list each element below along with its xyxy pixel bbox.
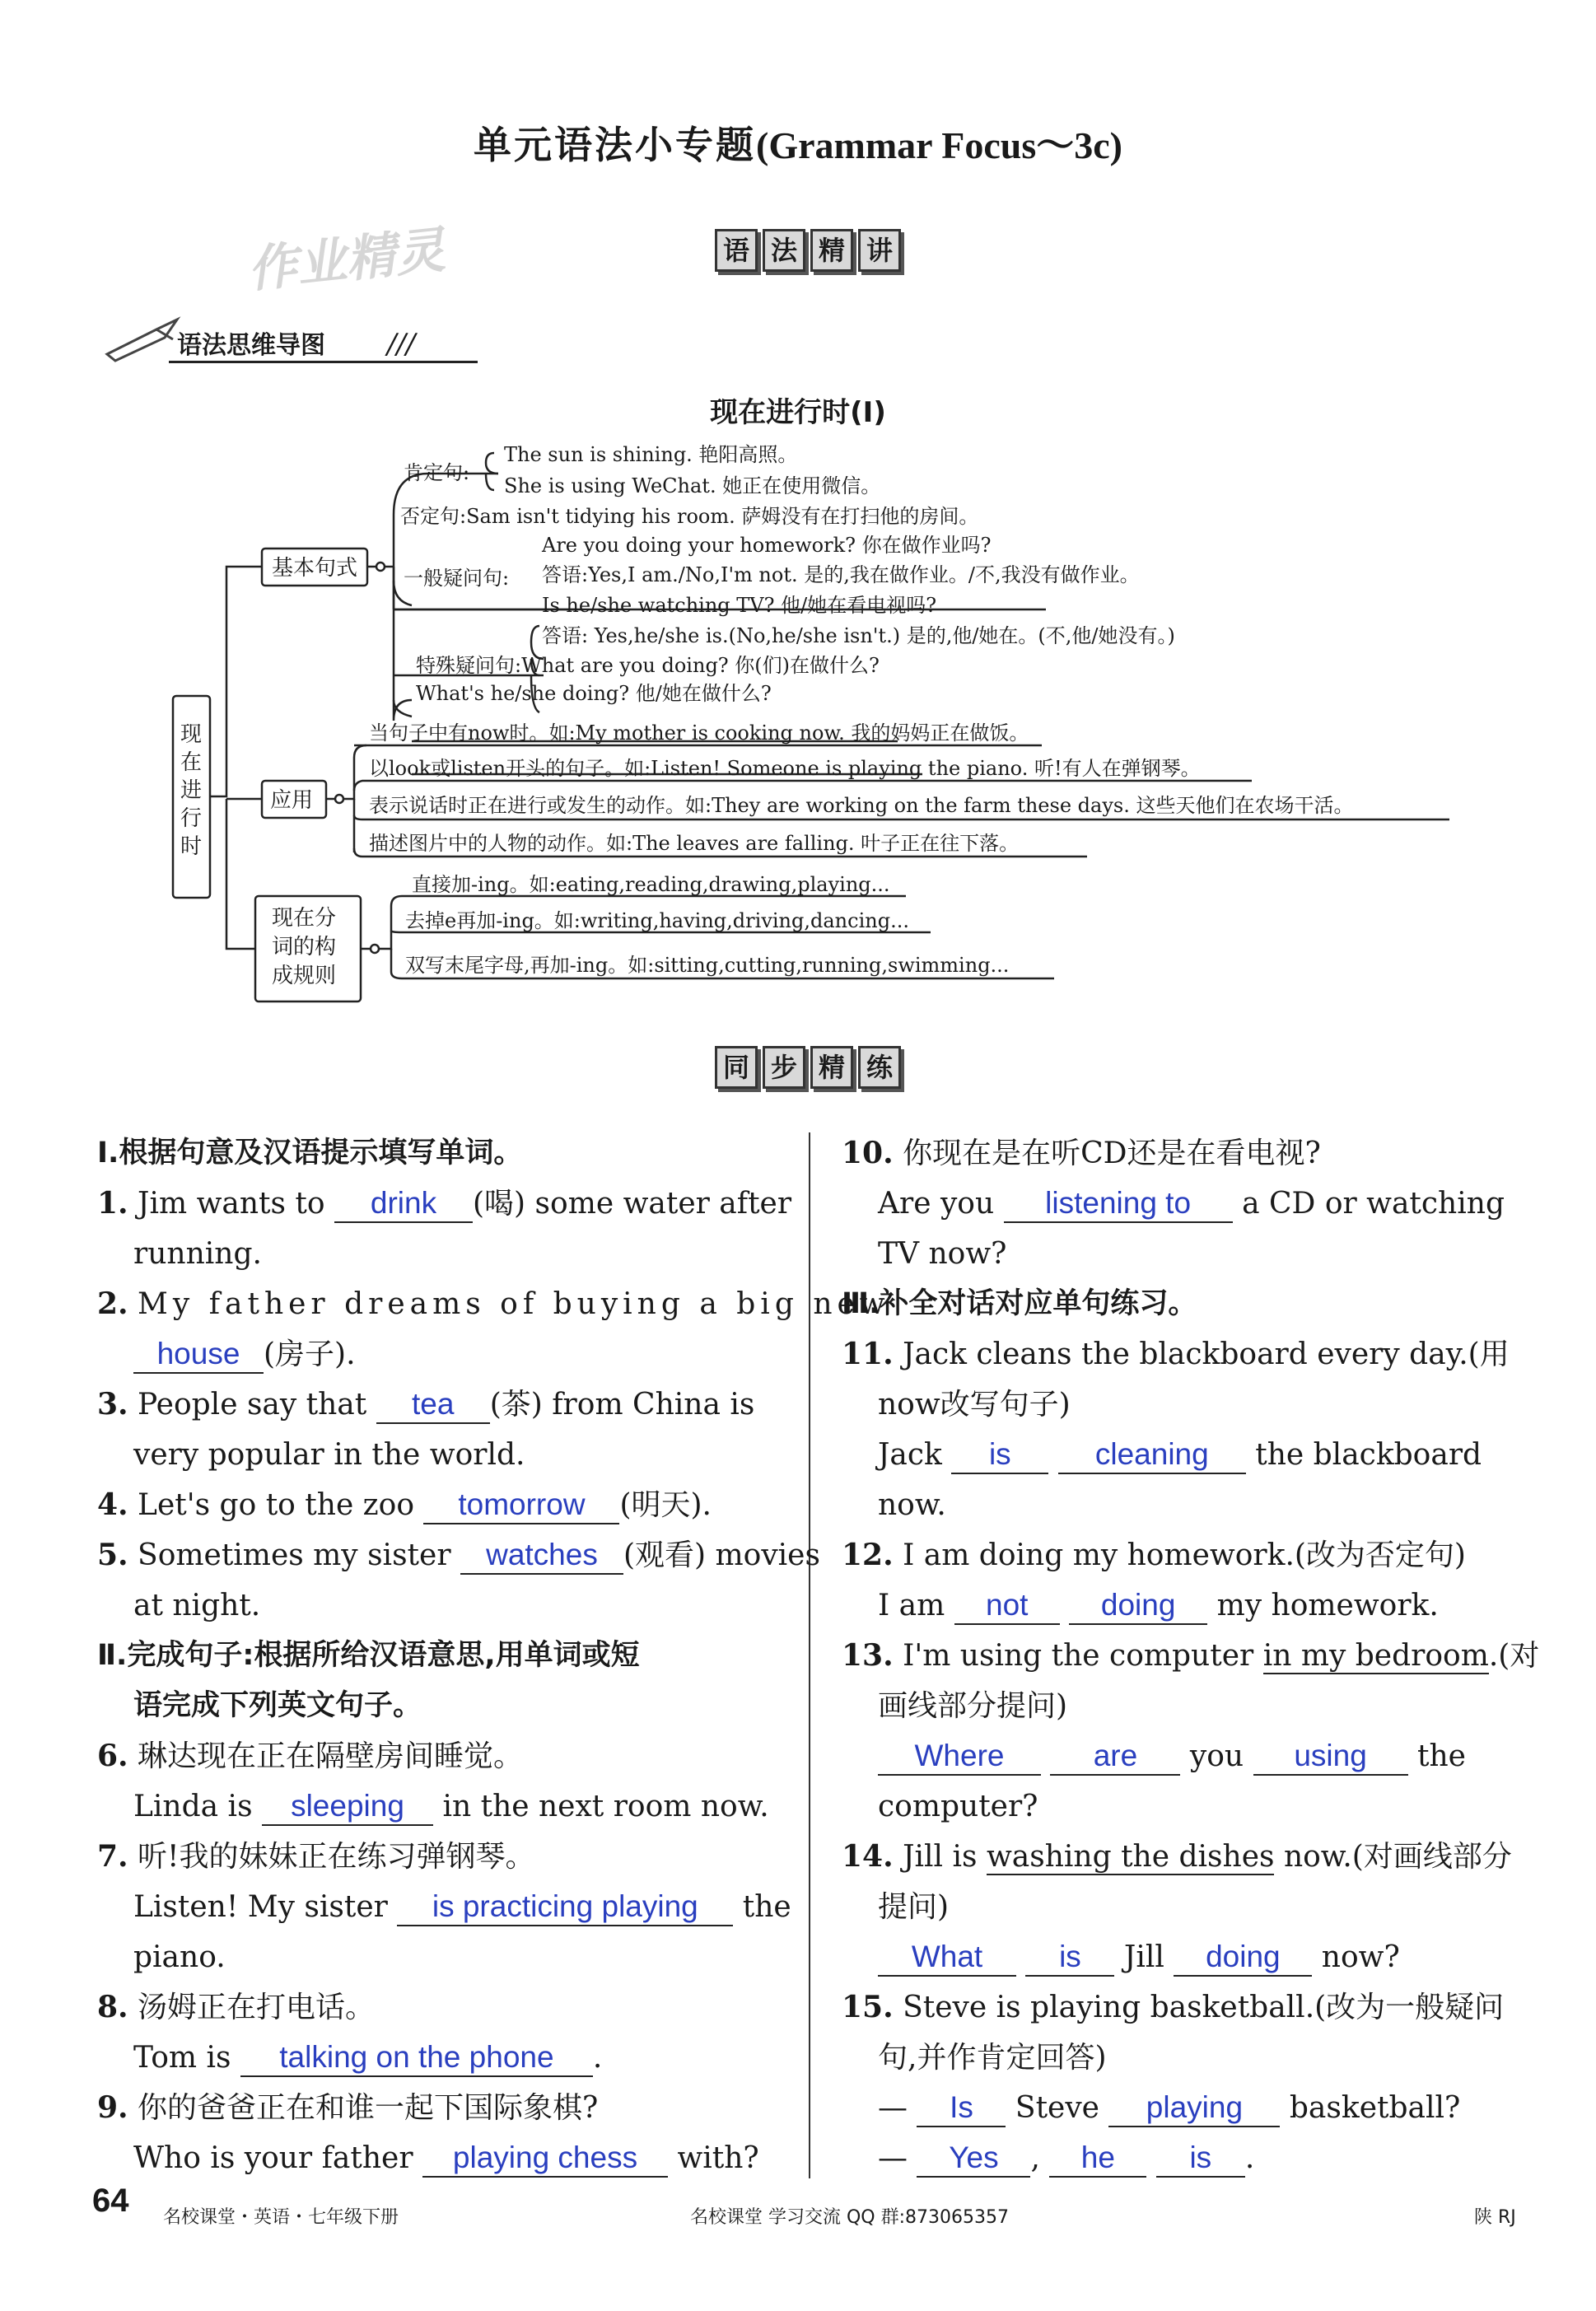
underlined-phrase: in my bedroom — [1262, 1639, 1489, 1673]
section-heading-practice: 同 步 精 练 — [715, 1046, 901, 1089]
question-14: 14. Jill is washing the dishes now.(对画线部分 提问) What is Jill doing now? — [842, 1832, 1517, 1982]
section-heading-grammar: 语 法 精 讲 — [715, 229, 901, 272]
use-4: 描述图片中的人物的动作。如:The leaves are falling. 叶子正在往下落。 — [369, 832, 1020, 855]
question-4: 4. Let's go to the zoo tomorrow (明天). — [97, 1480, 781, 1530]
answer-blank[interactable]: playing chess — [422, 2140, 668, 2178]
mindmap-label: 语法思维导图 — [177, 331, 325, 360]
question-10: 10. 你现在是在听CD还是在看电视? Are you listening to a CD or watching TV now? — [842, 1136, 1505, 1271]
question-6: 6. 琳达现在正在隔壁房间睡觉。 Linda is sleeping in the next room now. — [97, 1731, 781, 1832]
page-number: 64 — [92, 2183, 129, 2219]
answer-blank[interactable]: using — [1253, 1738, 1408, 1776]
question-2: 答语:Yes,I am./No,I'm not. 是的,我在做作业。/不,我没有做作业。 — [542, 563, 1140, 586]
node-rules-1: 现在分 — [272, 906, 337, 931]
answer-blank[interactable]: Is — [917, 2089, 1006, 2127]
answer-blank[interactable]: are — [1050, 1738, 1180, 1776]
question-11: 11. Jack cleans the blackboard every day.(用 now改写句子) Jack is cleaning the blackboard now. — [842, 1337, 1510, 1522]
page-title: 单元语法小专题(Grammar Focus～3c) — [474, 123, 1122, 167]
question-8: 8. 汤姆正在打电话。 Tom is talking on the phone . — [97, 1982, 781, 2083]
question-1: Are you doing your homework? 你在做作业吗? — [542, 534, 992, 557]
answer-blank[interactable]: he — [1049, 2140, 1146, 2178]
question-12: 12. I am doing my homework.(改为否定句) I am not doing my homework. — [842, 1530, 1517, 1631]
negative: 否定句:Sam isn't tidying his room. 萨姆没有在打扫他的房间。 — [400, 505, 979, 528]
question-4: 答语: Yes,he/she is.(No,he/she isn't.) 是的,他/她在。(不,他/她没有。) — [542, 624, 1175, 647]
answer-blank[interactable]: What — [878, 1939, 1016, 1977]
affirm-1: The sun is shining. 艳阳高照。 — [504, 443, 798, 466]
answer-blank[interactable]: doing — [1069, 1587, 1207, 1625]
root-node: 现在进行时 — [180, 722, 203, 859]
answer-blank[interactable]: Where — [878, 1738, 1041, 1776]
wh-2: What's he/she doing? 他/她在做什么? — [416, 682, 772, 705]
answer-blank[interactable]: playing — [1108, 2089, 1280, 2127]
question-5: 5. Sometimes my sister watches (观看) movies at night. — [97, 1538, 820, 1622]
answer-blank[interactable]: listening to — [1004, 1185, 1233, 1223]
answer-blank[interactable]: doing — [1174, 1939, 1312, 1977]
answer-blank[interactable]: watches — [460, 1537, 623, 1575]
answer-blank[interactable]: Yes — [917, 2140, 1030, 2178]
rule-2: 去掉e再加-ing。如:writing,having,driving,dancing... — [405, 909, 909, 932]
answer-blank[interactable]: cleaning — [1058, 1436, 1246, 1474]
answer-blank[interactable]: is — [1156, 2140, 1245, 2178]
answer-blank[interactable]: is practicing playing — [397, 1888, 733, 1926]
footer-center: 名校课堂 学习交流 QQ 群:873065357 — [690, 2207, 1009, 2228]
question-3: 3. People say that tea (茶) from China is very popular in the world. — [97, 1387, 755, 1472]
question-15: 15. Steve is playing basketball.(改为一般疑问 句,并作肯定回答) — Is Steve playing basketball? — Yes , he is . — [842, 1982, 1517, 2183]
affirm-label: 肯定句: — [404, 461, 470, 484]
use-1: 当句子中有now时。如:My mother is cooking now. 我的妈妈正在做饭。 — [369, 721, 1029, 745]
answer-blank[interactable]: sleeping — [262, 1788, 433, 1826]
question-7: 7. 听!我的妹妹正在练习弹钢琴。 Listen! My sister is practicing playing the piano. — [97, 1839, 791, 1974]
question-2: 2. My father dreams of buying a big new house (房子). — [97, 1279, 781, 1380]
rule-1: 直接加-ing。如:eating,reading,drawing,playing... — [412, 873, 890, 896]
section-1-heading: Ⅰ.根据句意及汉语提示填写单词。 — [97, 1137, 523, 1170]
section-2-heading-cont: 语完成下列英文句子。 — [133, 1689, 422, 1722]
question-3: Is he/she watching TV? 他/她在看电视吗? — [542, 594, 937, 617]
underlined-phrase: washing the dishes — [986, 1840, 1275, 1874]
answer-blank[interactable]: tea — [376, 1386, 490, 1424]
answer-blank[interactable]: is — [951, 1436, 1048, 1474]
slash-deco: /// — [387, 328, 416, 361]
section-3-heading: Ⅲ.补全对话对应单句练习。 — [842, 1287, 1197, 1320]
affirm-2: She is using WeChat. 她正在使用微信。 — [504, 474, 881, 497]
footer-right: 陕 RJ — [1474, 2207, 1516, 2228]
mindmap-diagram — [0, 428, 1596, 1005]
use-3: 表示说话时正在进行或发生的动作。如:They are working on the farm these days. 这些天他们在农场干活。 — [369, 794, 1354, 817]
answer-blank[interactable]: is — [1025, 1939, 1114, 1977]
right-column — [842, 1128, 1540, 2183]
mindmap-title: 现在进行时(Ⅰ) — [710, 396, 886, 429]
node-use: 应用 — [270, 788, 314, 813]
use-2: 以look或listen开头的句子。如:Listen! Someone is playing the piano. 听!有人在弹钢琴。 — [369, 757, 1201, 780]
answer-blank[interactable]: not — [954, 1587, 1060, 1625]
answer-blank[interactable]: tomorrow — [423, 1487, 619, 1524]
footer-left: 名校课堂・英语・七年级下册 — [163, 2207, 399, 2228]
question-13: 13. I'm using the computer in my bedroom.(对 画线部分提问) Where are you using the computer? — [842, 1638, 1540, 1823]
answer-blank[interactable]: drink — [334, 1185, 473, 1223]
question-9: 9. 你的爸爸正在和谁一起下国际象棋? Who is your father playing chess with? — [97, 2083, 781, 2183]
mindmap-label-rule — [169, 361, 478, 363]
section-2-heading: Ⅱ.完成句子:根据所给汉语意思,用单词或短 — [97, 1639, 640, 1672]
node-rules-3: 成规则 — [272, 964, 337, 988]
watermark: 作业精灵 — [245, 221, 448, 300]
question-1: 1. Jim wants to drink (喝) some water after running. — [97, 1186, 792, 1271]
left-column — [97, 1128, 890, 2183]
answer-blank[interactable]: house — [133, 1336, 264, 1374]
rule-3: 双写末尾字母,再加-ing。如:sitting,cutting,running,swimming... — [405, 954, 1010, 977]
question-label: 一般疑问句: — [404, 567, 510, 590]
node-rules-2: 词的构 — [272, 935, 337, 959]
wh-1: 特殊疑问句:What are you doing? 你(们)在做什么? — [416, 654, 880, 677]
node-basic: 基本句式 — [272, 556, 358, 581]
answer-blank[interactable]: talking on the phone — [240, 2039, 593, 2077]
